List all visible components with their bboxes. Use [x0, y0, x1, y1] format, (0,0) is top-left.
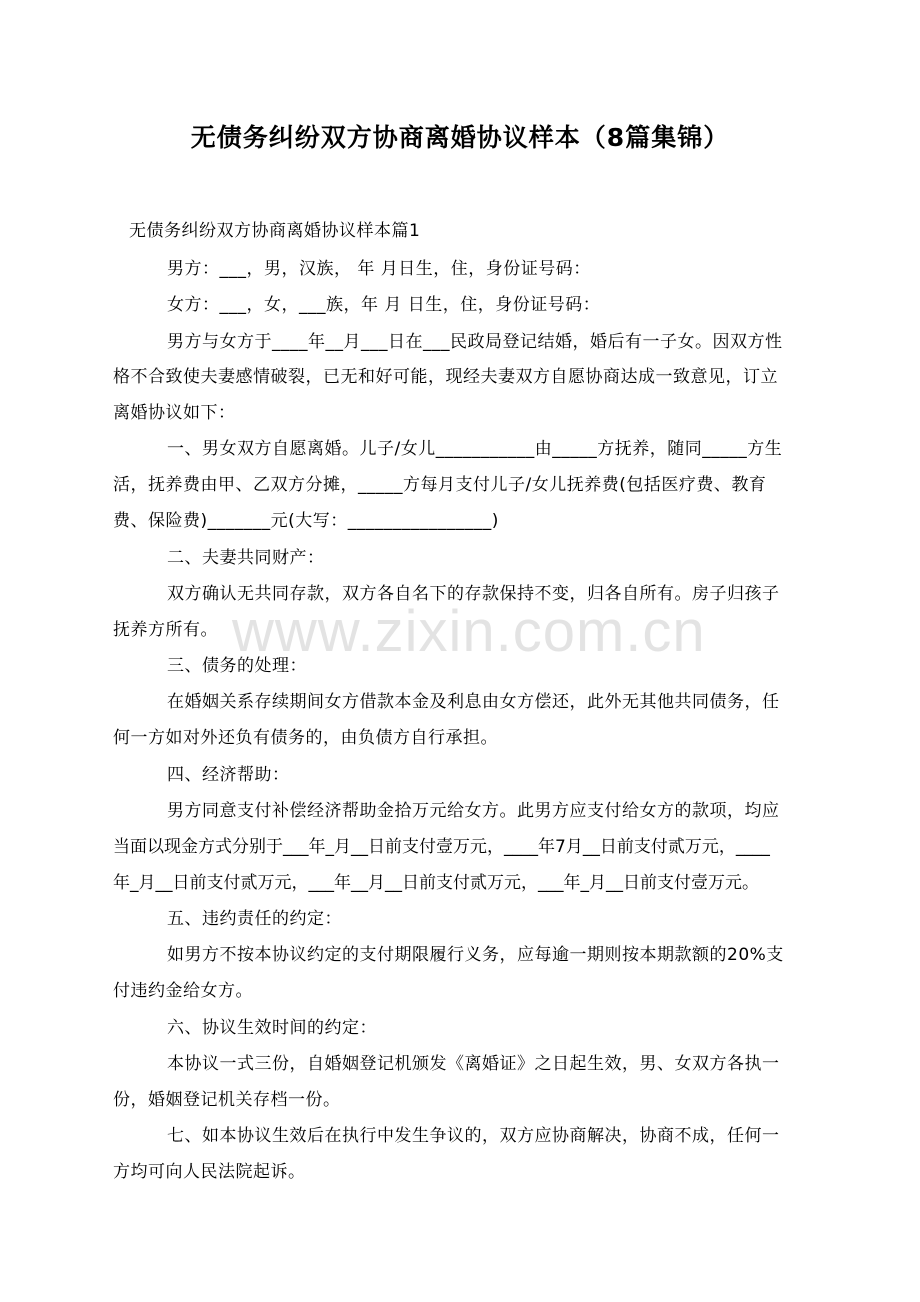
clause-7-line: 七、如本协议生效后在执行中发生争议的，双方应协商解决，协商不成，任何一	[167, 1126, 780, 1146]
clause-2-line: 抚养方所有。	[113, 620, 218, 640]
paragraph-line: 男方与女方于____年__月___日在___民政局登记结婚，婚后有一子女。因双方性	[167, 332, 783, 352]
clause-4-line: 年_月__日前支付贰万元，___年__月__日前支付贰万元，___年_月__日前支付壹万元。	[113, 873, 759, 893]
section-heading: 无债务纠纷双方协商离婚协议样本篇1	[129, 221, 421, 241]
clause-3-line: 何一方如对外还负有债务的，由负债方自行承担。	[113, 728, 498, 748]
clause-7-line: 方均可向人民法院起诉。	[113, 1162, 306, 1182]
clause-2-line: 双方确认无共同存款，双方各自名下的存款保持不变，归各自所有。房子归孩子	[167, 584, 780, 604]
clause-4-heading: 四、经济帮助：	[167, 765, 290, 785]
clause-1-line: 一、男女双方自愿离婚。儿子/女儿___________由_____方抚养，随同_____方生	[167, 439, 783, 459]
clause-6-heading: 六、协议生效时间的约定：	[167, 1018, 377, 1038]
paragraph-line: 格不合致使夫妻感情破裂，已无和好可能，现经夫妻双方自愿协商达成一致意见，订立	[113, 367, 778, 387]
clause-5-line: 如男方不按本协议约定的支付期限履行义务，应每逾一期则按本期款额的20%支	[167, 945, 784, 965]
clause-5-heading: 五、违约责任的约定：	[167, 909, 342, 929]
party-female-line: 女方：___，女，___族，年 月 日生，住，身份证号码：	[167, 295, 601, 315]
clause-3-heading: 三、债务的处理：	[167, 656, 307, 676]
clause-4-line: 男方同意支付补偿经济帮助金拾万元给女方。此男方应支付给女方的款项，均应	[167, 801, 780, 821]
paragraph-line: 离婚协议如下：	[113, 403, 236, 423]
clause-1-line: 活，抚养费由甲、乙双方分摊，_____方每月支付儿子/女儿抚养费(包括医疗费、教育	[113, 475, 767, 495]
clause-6-line: 份，婚姻登记机关存档一份。	[113, 1090, 341, 1110]
watermark: www.zixin.com.cn	[232, 599, 706, 664]
clause-2-heading: 二、夫妻共同财产：	[167, 548, 325, 568]
clause-6-line: 本协议一式三份，自婚姻登记机颁发《离婚证》之日起生效，男、女双方各执一	[167, 1054, 780, 1074]
clause-4-line: 当面以现金方式分别于___年_月__日前支付壹万元，____年7月__日前支付贰万元，____	[113, 837, 770, 857]
clause-1-line: 费、保险费)_______元(大写：________________)	[113, 511, 499, 531]
document-title: 无债务纠纷双方协商离婚协议样本（8篇集锦）	[190, 123, 730, 152]
party-male-line: 男方：___，男，汉族， 年 月日生，住，身份证号码：	[167, 259, 591, 279]
clause-3-line: 在婚姻关系存续期间女方借款本金及利息由女方偿还，此外无其他共同债务，任	[167, 692, 780, 712]
clause-5-line: 付违约金给女方。	[113, 981, 253, 1001]
